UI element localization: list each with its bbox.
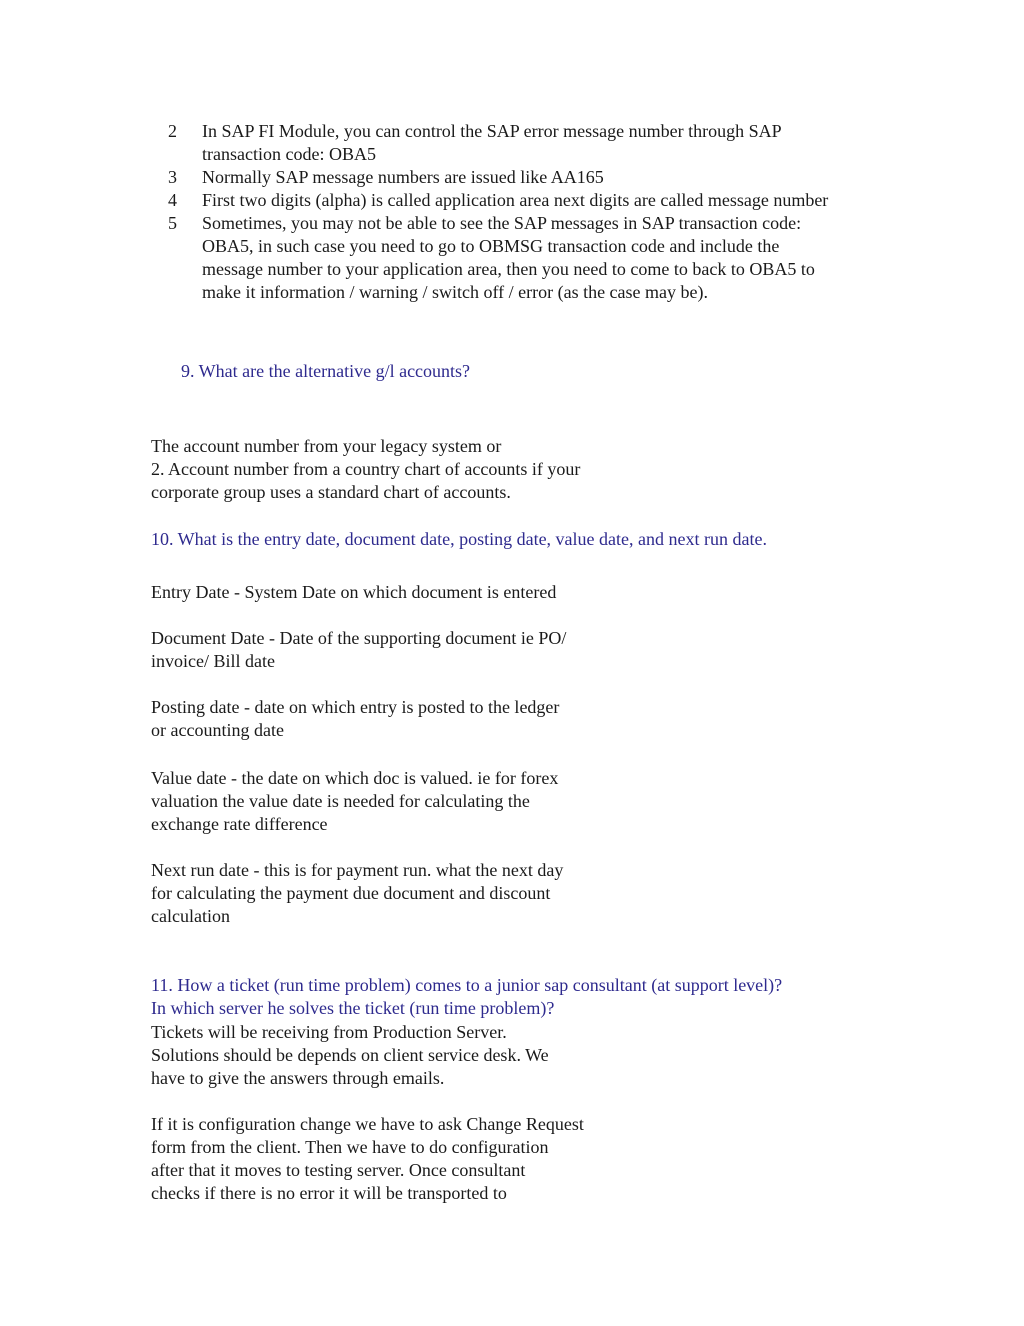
list-number: 3 [168,167,177,187]
question-10: 10. What is the entry date, document date, posting date, value date, and next run date. [151,529,767,549]
answer-11-part-2: If it is configuration change we have to ask Change Request form from the client. Then we have to do configuration after that it moves to testing server. Once consultant checks if there is no error it will be transported to [151,1114,584,1203]
list-text: In SAP FI Module, you can control the SAP error message number through SAP transaction code: OBA5 [202,121,782,164]
list-text: First two digits (alpha) is called application area next digits are called message number [202,190,829,210]
list-number: 2 [168,121,177,141]
value-date-definition: Value date - the date on which doc is valued. ie for forex valuation the value date is needed for calculating the exchange rate difference [151,768,559,834]
list-item [168,120,908,166]
question-11: 11. How a ticket (run time problem) comes to a junior sap consultant (at support level)? In which server he solves the ticket (run time problem)? [151,975,783,1018]
question-9: 9. What are the alternative g/l accounts? [181,361,471,381]
answer-11-part-1: Tickets will be receiving from Production Server. Solutions should be depends on client service desk. We have to give the answers through emails. [151,1022,549,1088]
entry-date-definition: Entry Date - System Date on which document is entered [151,582,557,602]
posting-date-definition: Posting date - date on which entry is posted to the ledger or accounting date [151,697,560,740]
numbered-list [168,120,908,304]
answer-9: The account number from your legacy system or 2. Account number from a country chart of accounts if your corporate group uses a standard chart of accounts. [151,436,581,502]
list-item [168,189,908,212]
list-text: Normally SAP message numbers are issued like AA165 [202,167,604,187]
list-item [168,166,908,189]
next-run-date-definition: Next run date - this is for payment run. what the next day for calculating the payment due document and discount calculation [151,860,564,926]
list-item [168,212,908,304]
list-number: 5 [168,213,177,233]
list-number: 4 [168,190,177,210]
document-date-definition: Document Date - Date of the supporting document ie PO/ invoice/ Bill date [151,628,567,671]
list-text: Sometimes, you may not be able to see the SAP messages in SAP transaction code: OBA5, in such case you need to go to OBMSG transaction code and include the message number to your application area, then you need to come to back to OBA5 to make it information / warning / switch off / error (as the case may be). [202,213,815,302]
